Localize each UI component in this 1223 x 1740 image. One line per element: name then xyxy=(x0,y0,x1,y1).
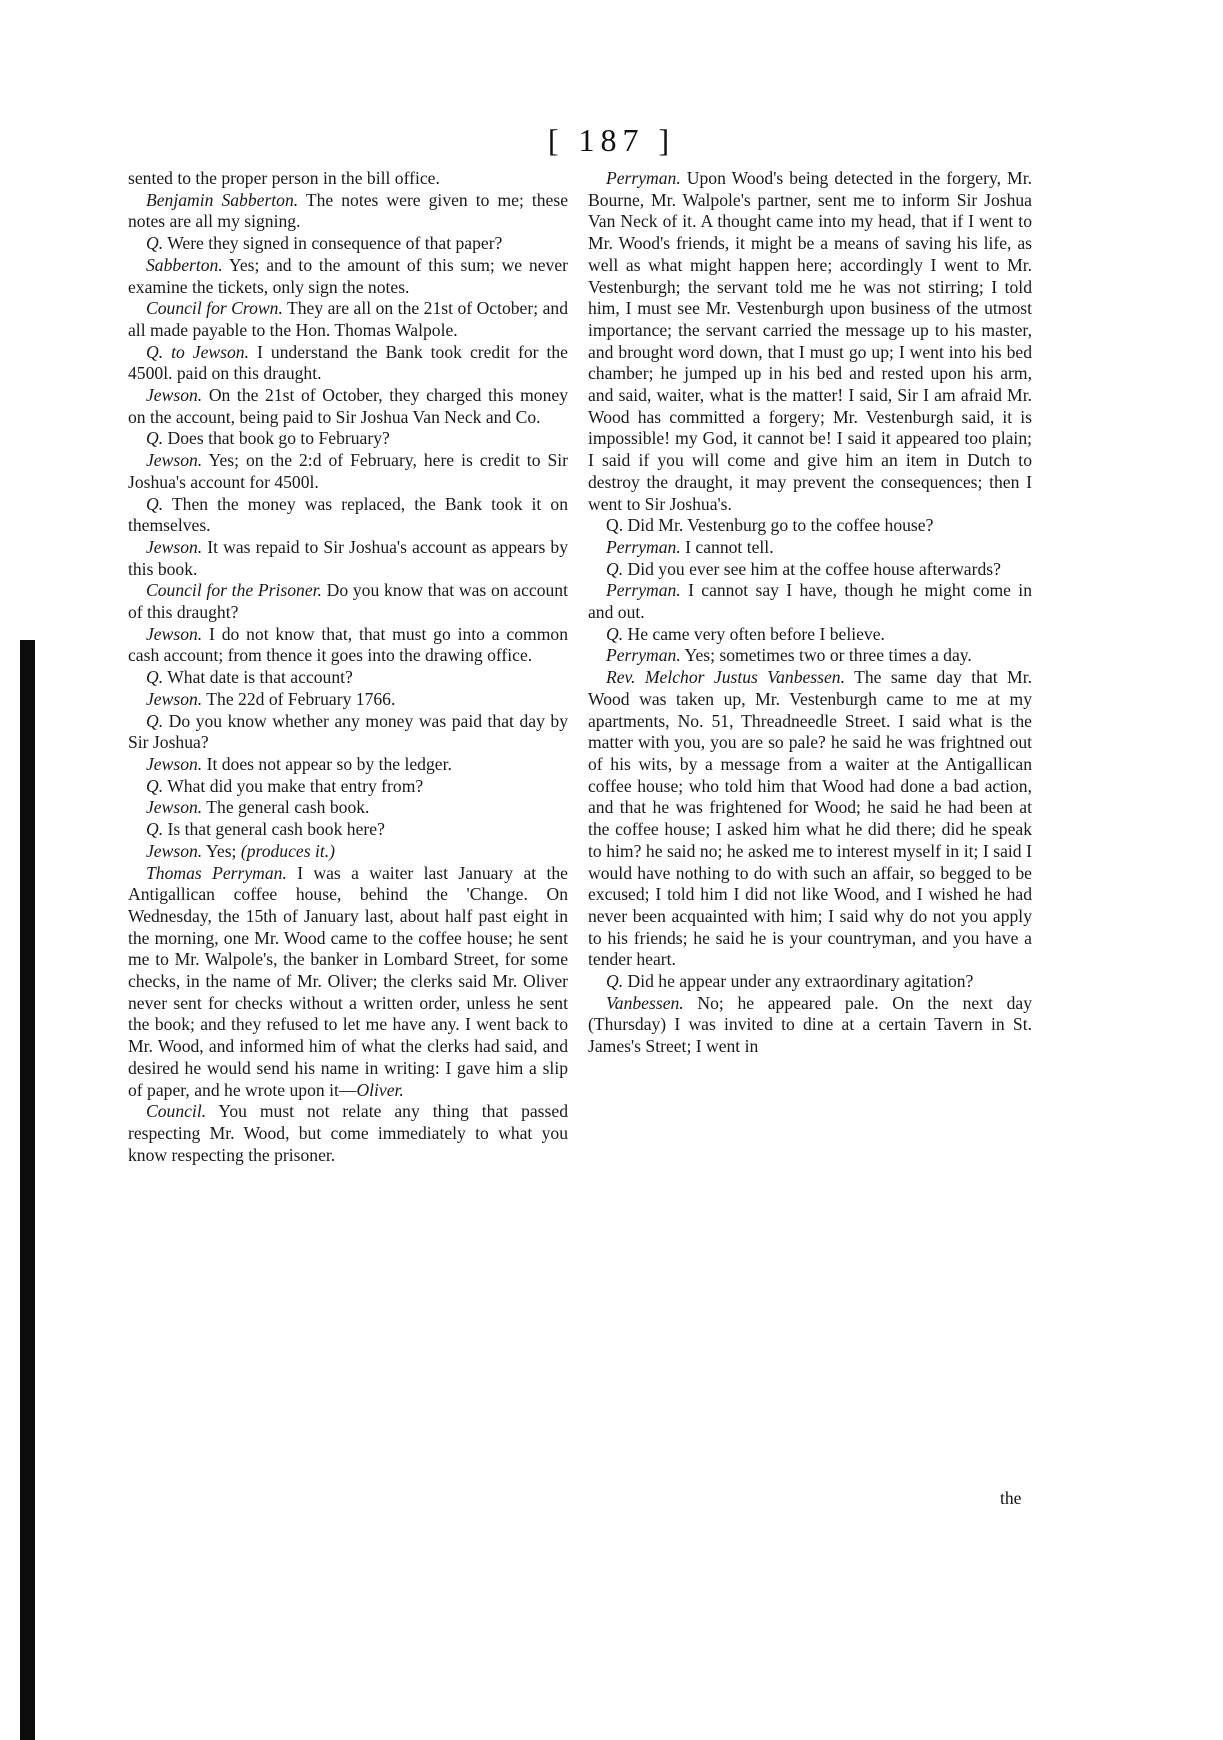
paragraph-text: Yes; on the 2:d of February, here is credit to Sir Joshua's account for 4500l. xyxy=(128,450,568,492)
speaker-name: Perryman. xyxy=(606,580,681,601)
speaker-name: Perryman. xyxy=(606,645,681,666)
speaker-name: Q. xyxy=(606,515,624,536)
paragraph-text: Yes; sometimes two or three times a day. xyxy=(680,645,972,666)
paragraph xyxy=(128,754,568,776)
speaker-name: Jewson. xyxy=(146,623,203,644)
speaker-name: Jewson. xyxy=(146,536,203,557)
speaker-name: Perryman. xyxy=(606,168,681,188)
paragraph-text: You must not relate any thing that passed respecting Mr. Wood, but come immediately to what you know respecting the prisoner. xyxy=(128,1101,568,1165)
paragraph-text: I do not know that, that must go into a common cash account; from thence it goes into the drawing office. xyxy=(128,623,568,666)
paragraph xyxy=(128,819,568,841)
paragraph-text: Did Mr. Vestenburg go to the coffee house? xyxy=(623,515,934,536)
paragraph-text: Yes; and to the amount of this sum; we never examine the tickets, only sign the notes. xyxy=(128,254,568,297)
italic-aside: (produces it.) xyxy=(240,840,335,861)
paragraph xyxy=(128,494,568,537)
paragraph xyxy=(588,580,1032,623)
paragraph xyxy=(128,863,568,1102)
paragraph-text: Do you know whether any money was paid that day by Sir Joshua? xyxy=(128,710,568,753)
paragraph xyxy=(128,797,568,819)
page-binding-edge xyxy=(20,640,35,1740)
paragraph xyxy=(128,580,568,623)
speaker-name: Council for Crown. xyxy=(146,298,283,319)
speaker-name: Q. xyxy=(146,775,164,796)
paragraph xyxy=(588,624,1032,646)
paragraph xyxy=(588,645,1032,667)
paragraph xyxy=(588,515,1032,537)
paragraph-text: It does not appear so by the ledger. xyxy=(202,753,452,774)
paragraph xyxy=(588,168,1032,515)
speaker-name: Q. xyxy=(146,710,164,731)
paragraph xyxy=(128,841,568,863)
italic-aside: Oliver. xyxy=(356,1079,404,1100)
speaker-name: Q. to Jewson. xyxy=(146,341,249,362)
speaker-name: Q. xyxy=(606,971,624,992)
speaker-name: Benjamin Sabberton. xyxy=(146,189,299,210)
paragraph-text: Were they signed in consequence of that paper? xyxy=(163,233,503,254)
paragraph-text: No; he appeared pale. On the next day (Thursday) I was invited to dine at a certain Tavern in St. James's Street; I went in xyxy=(588,992,1032,1057)
paragraph-text: Yes; xyxy=(202,840,241,861)
paragraph-text: I cannot tell. xyxy=(680,536,774,557)
paragraph xyxy=(128,190,568,233)
paragraph-text: sented to the proper person in the bill office. xyxy=(128,168,440,188)
paragraph-text: The same day that Mr. Wood was taken up, Mr. Vestenburgh came to me at my apartments, No. 51, Threadneedle Street. I said what is the matter with you, you are so pale? he said he was frightned out of his wits, by a message from a waiter at the Antigallican coffee house; who told him that Wood had done a bad action, and that he was frightened for Wood; he said he had been at the coffee house; I asked him what he did there; did he speak to him? he said no; he asked me to interest myself in it; I said I would have nothing to do with such an affair, so begged to be excused; I told him I did not like Wood, and I wished he had never been acquainted with him; I said why do not you apply to his friends; he said he is your countryman, and you have a tender heart. xyxy=(588,667,1032,970)
paragraph xyxy=(128,689,568,711)
speaker-name: Q. xyxy=(606,623,624,644)
speaker-name: Thomas Perryman. xyxy=(146,862,287,883)
paragraph xyxy=(128,667,568,689)
paragraph xyxy=(588,971,1032,993)
paragraph-text: On the 21st of October, they charged this money on the account, being paid to Sir Joshua Van Neck and Co. xyxy=(128,385,568,427)
speaker-name: Jewson. xyxy=(146,688,203,709)
paragraph xyxy=(128,342,568,385)
paragraph xyxy=(128,711,568,754)
paragraph xyxy=(128,776,568,798)
paragraph xyxy=(588,559,1032,581)
paragraph-text: The 22d of February 1766. xyxy=(202,688,396,709)
speaker-name: Vanbessen. xyxy=(606,992,684,1013)
paragraph-text: Does that book go to February? xyxy=(163,428,390,449)
left-column xyxy=(128,168,568,1166)
speaker-name: Q. xyxy=(146,428,164,449)
paragraph xyxy=(588,993,1032,1058)
catchword: the xyxy=(1000,1488,1022,1508)
paragraph xyxy=(128,624,568,667)
paragraph-text: They are all on the 21st of October; and all made payable to the Hon. Thomas Walpole. xyxy=(128,298,568,340)
paragraph xyxy=(128,298,568,341)
paragraph-text: He came very often before I believe. xyxy=(623,623,885,644)
speaker-name: Council for the Prisoner. xyxy=(146,580,322,601)
paragraph-text: The notes were given to me; these notes are all my signing. xyxy=(128,189,568,232)
paragraph xyxy=(128,1101,568,1166)
paragraph-text: The general cash book. xyxy=(202,797,370,818)
paragraph-text: It was repaid to Sir Joshua's account as appears by this book. xyxy=(128,536,568,579)
speaker-name: Sabberton. xyxy=(146,254,223,275)
paragraph-text: Then the money was replaced, the Bank took it on themselves. xyxy=(128,493,568,536)
speaker-name: Q. xyxy=(146,493,164,514)
speaker-name: Q. xyxy=(146,667,164,688)
paragraph-text: Upon Wood's being detected in the forgery, Mr. Bourne, Mr. Walpole's partner, sent me to inform Sir Joshua Van Neck of it. A thought came into my head, that if I went to Mr. Wood's friends, it might be a means of saving his life, as well as what might happen here; accordingly I went to Mr. Vestenburgh; the servant told me he was not stirring; I told him, I must see Mr. Vestenburgh upon business of the utmost importance; the servant carried the message up to his master, and brought word down, that I must go up; I went into his bed chamber; he jumped up in his bed and rested upon his arm, and said, waiter, what is the matter! I said, Sir I am afraid Mr. Wood has committed a forgery; Mr. Vestenburgh said, it is impossible! my God, it cannot be! I said it appeared too plain; I said if you will come and give him an item in Dutch to destroy the draught, it may prevent the consequences; then I went to Sir Joshua's. xyxy=(588,168,1032,514)
paragraph-text: Do you know that was on account of this draught? xyxy=(128,580,568,623)
paragraph xyxy=(588,667,1032,971)
paragraph xyxy=(128,168,568,190)
speaker-name: Jewson. xyxy=(146,797,203,818)
paragraph xyxy=(588,537,1032,559)
speaker-name: Council. xyxy=(146,1101,207,1122)
paragraph-text: What did you make that entry from? xyxy=(163,775,424,796)
speaker-name: Perryman. xyxy=(606,536,681,557)
paragraph xyxy=(128,450,568,493)
paragraph xyxy=(128,428,568,450)
speaker-name: Jewson. xyxy=(146,753,203,774)
paragraph-text: Did he appear under any extraordinary agitation? xyxy=(623,971,974,992)
paragraph xyxy=(128,233,568,255)
speaker-name: Q. xyxy=(606,558,624,579)
paragraph xyxy=(128,537,568,580)
page-number: [ 187 ] xyxy=(547,122,676,158)
right-column xyxy=(588,168,1032,1058)
speaker-name: Rev. Melchor Justus Vanbessen. xyxy=(606,667,845,688)
paragraph-text: Is that general cash book here? xyxy=(163,819,385,840)
speaker-name: Jewson. xyxy=(146,450,203,471)
speaker-name: Jewson. xyxy=(146,385,203,406)
speaker-name: Q. xyxy=(146,233,164,254)
paragraph-text: I cannot say I have, though he might come in and out. xyxy=(588,580,1032,623)
paragraph-text: I was a waiter last January at the Antigallican coffee house, behind the 'Change. On Wednesday, the 15th of January last, about half past eight in the morning, one Mr. Wood came to the coffee house; he sent me to Mr. Walpole's, the banker in Lombard Street, for some checks, in the name of Mr. Oliver; the clerks said Mr. Oliver never sent for checks without a written order, unless he sent the book; and they refused to let me have any. I went back to Mr. Wood, and informed him of what the clerks had said, and desired he would send his name in writing: I gave him a slip of paper, and he wrote upon it— xyxy=(128,862,568,1100)
speaker-name: Jewson. xyxy=(146,840,203,861)
paragraph-text: I understand the Bank took credit for the 4500l. paid on this draught. xyxy=(128,341,568,384)
paragraph xyxy=(128,255,568,298)
paragraph-text: Did you ever see him at the coffee house afterwards? xyxy=(623,558,1001,579)
paragraph-text: What date is that account? xyxy=(163,667,353,688)
paragraph xyxy=(128,385,568,428)
speaker-name: Q. xyxy=(146,819,164,840)
